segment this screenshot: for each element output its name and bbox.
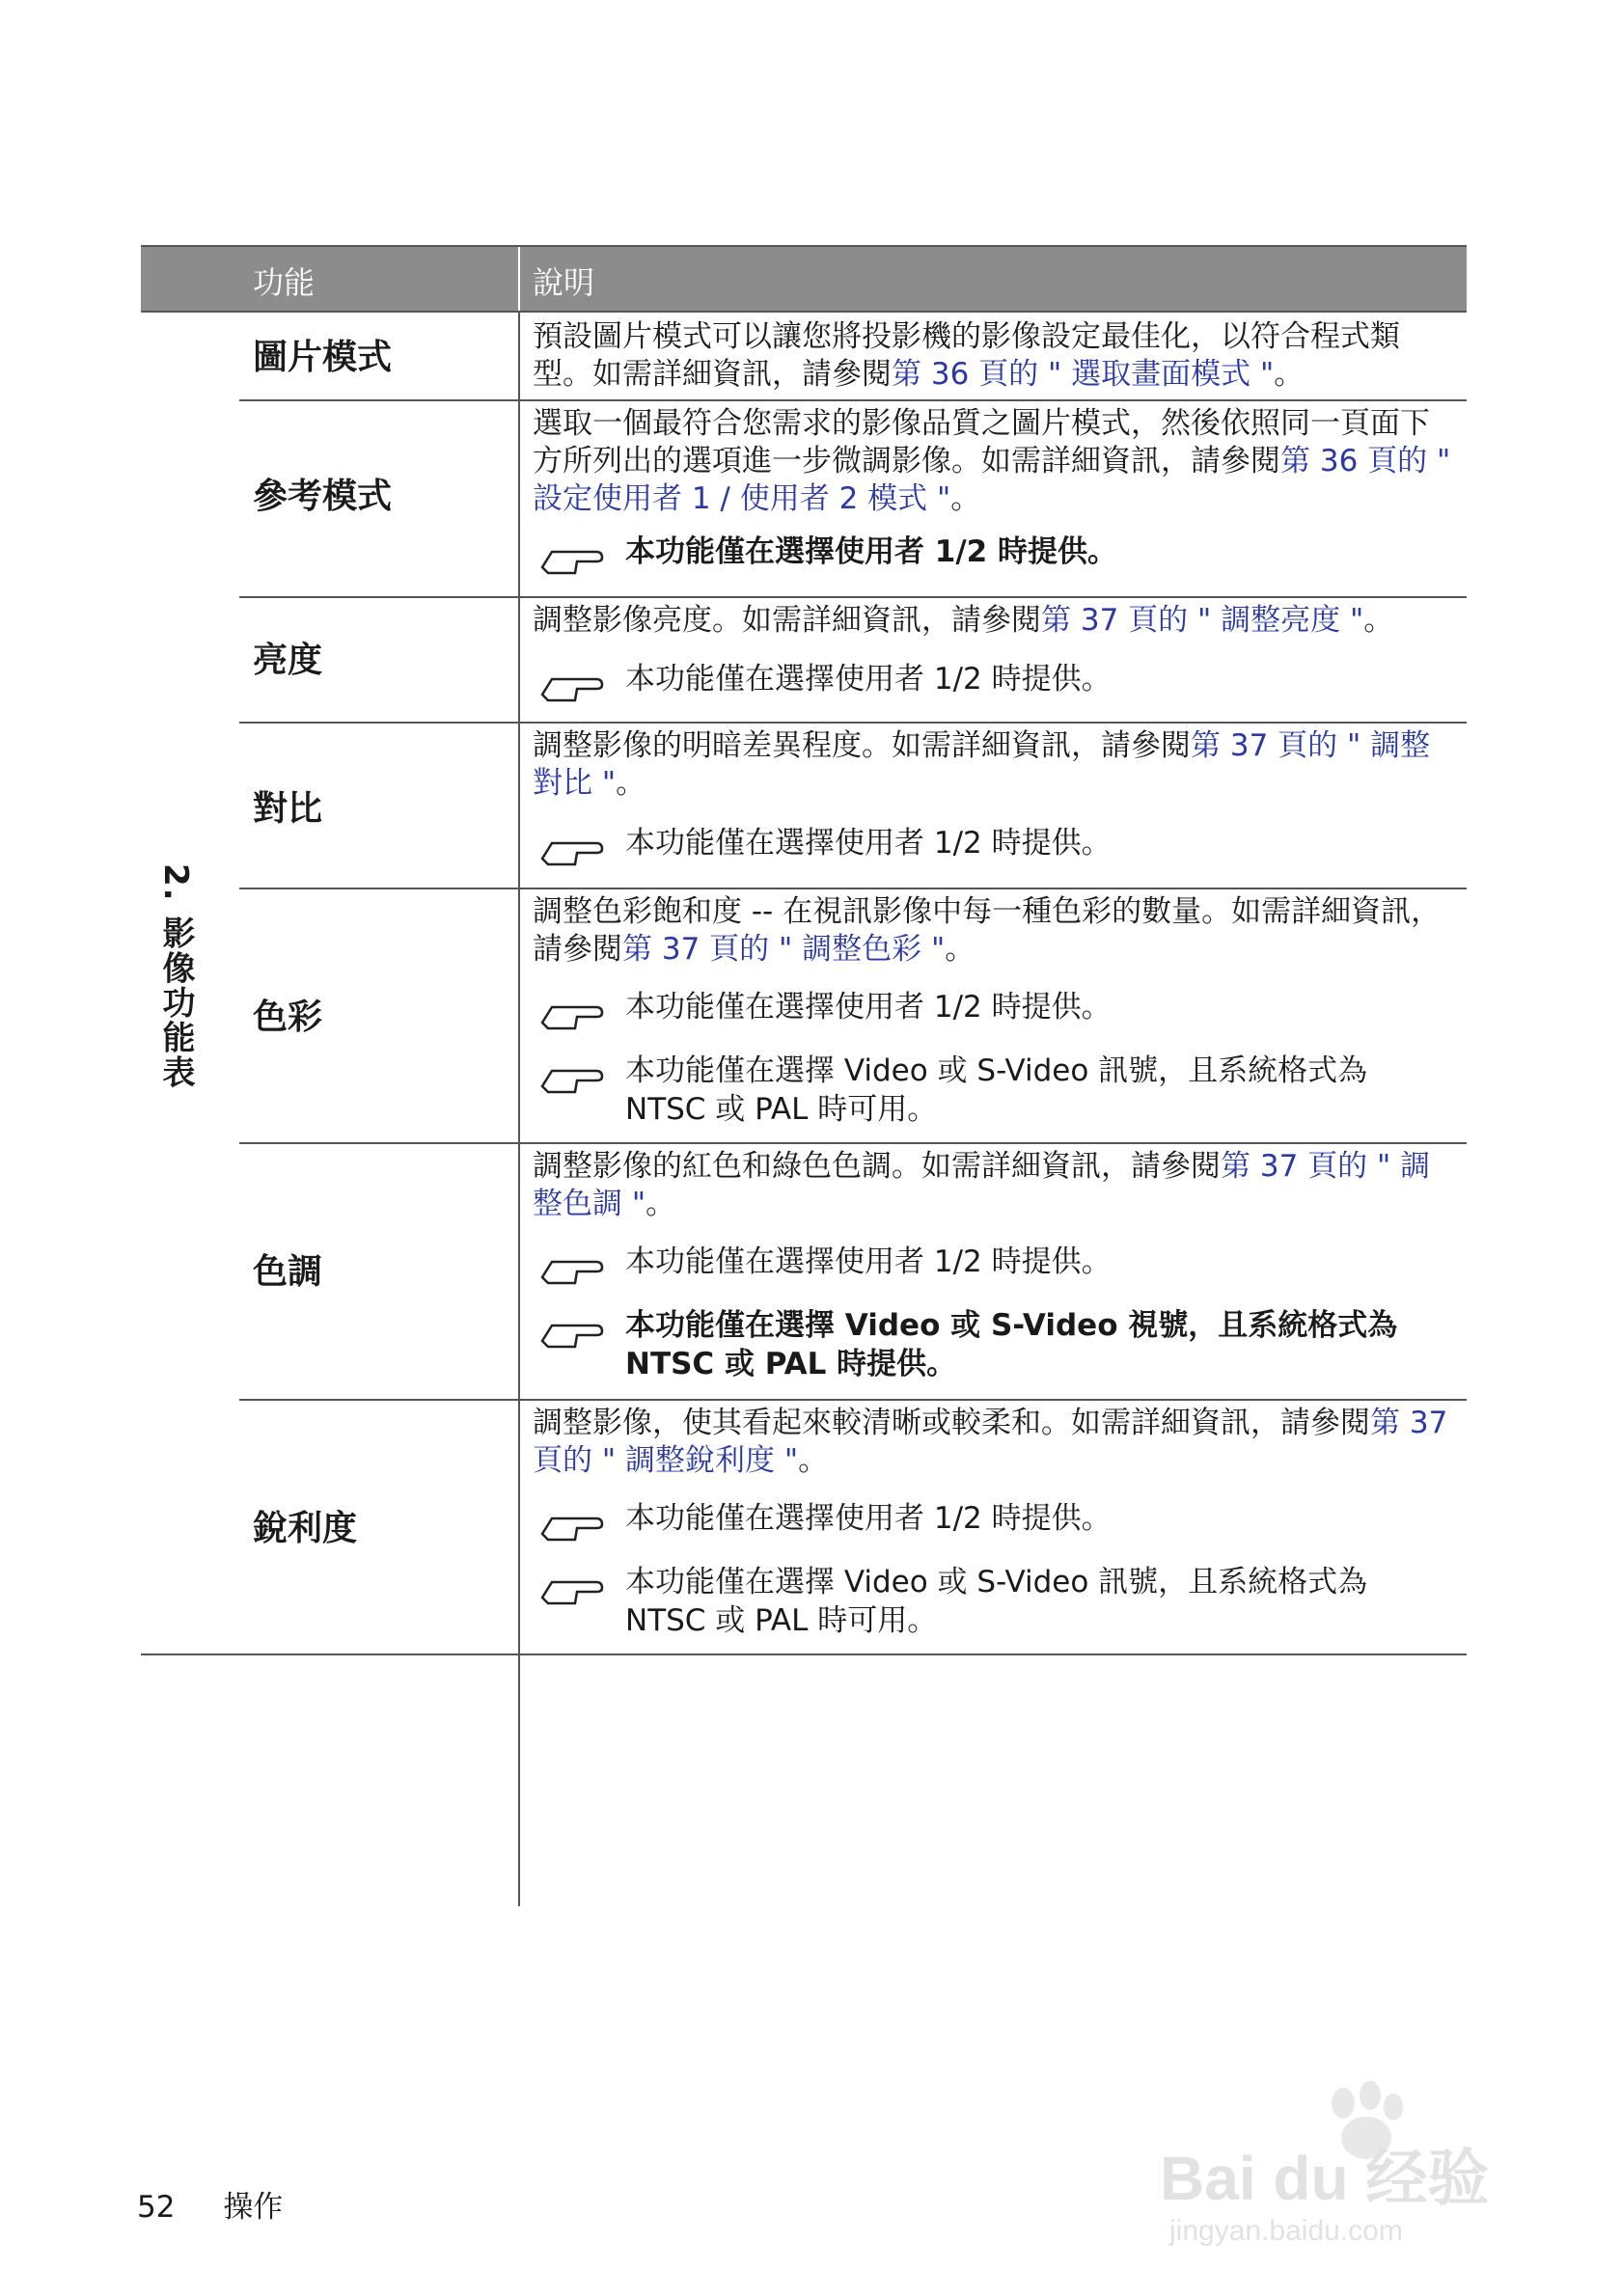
row-desc-brightness: 調整影像亮度。如需詳細資訊，請參閱第 37 頁的 " 調整亮度 "。: [533, 603, 1394, 638]
table-header: [141, 245, 1467, 313]
row-name-brightness: 亮度: [253, 641, 323, 680]
row-name-tint: 色調: [253, 1252, 323, 1292]
pointing-hand-icon: [538, 1248, 608, 1287]
baidu-paw-logo: [1150, 2074, 1555, 2248]
header-description: 說明: [533, 264, 595, 301]
footer-section: 操作: [223, 2190, 284, 2225]
pointing-hand-icon: [538, 538, 608, 577]
pointing-hand-icon: [538, 1505, 608, 1544]
row-desc-color: 調整色彩飽和度 -- 在視訊影像中每一種色彩的數量。如需詳細資訊，請參閱第 37 頁的 " 調整色彩 "。: [533, 894, 1442, 967]
row-desc-sharpness: 調整影像，使其看起來較清晰或較柔和。如需詳細資訊，請參閱第 37 頁的 " 調整銳利度 "。: [533, 1406, 1448, 1478]
pointing-hand-icon: [538, 1312, 608, 1351]
section-label: 2. 影像功能表: [156, 863, 195, 1090]
row-desc-reference-mode: 選取一個最符合您需求的影像品質之圖片模式，然後依照同一頁面下方所列出的選項進一步微調影像。如需詳細資訊，請參閱第 36 頁的 " 設定使用者 1 / 使用者 2 模式 "。: [533, 406, 1451, 516]
pointing-hand-icon: [538, 830, 608, 868]
pointing-hand-icon: [538, 994, 608, 1032]
link-picture-mode[interactable]: 第 36 頁的 " 選取畫面模式 ": [892, 357, 1275, 392]
row-name-sharpness: 銳利度: [253, 1509, 358, 1548]
row-desc-contrast: 調整影像的明暗差異程度。如需詳細資訊，請參閱第 37 頁的 " 調整對比 "。: [533, 728, 1431, 801]
row-name-reference-mode: 參考模式: [253, 477, 393, 516]
row-name-picture-mode: 圖片模式: [253, 338, 393, 377]
column-divider: [518, 313, 520, 1906]
link-user-mode[interactable]: 第 36 頁的 " 設定使用者 1 / 使用者 2 模式 ": [533, 444, 1451, 516]
table-bottom-border: [141, 1654, 1467, 1655]
page-number: 52: [137, 2190, 176, 2225]
row-divider: [239, 1142, 1467, 1144]
link-color[interactable]: 第 37 頁的 " 調整色彩 ": [622, 932, 946, 967]
row-divider: [239, 596, 1467, 598]
link-tint[interactable]: 第 37 頁的 " 調整色調 ": [533, 1149, 1431, 1221]
svg-text:jingyan.baidu.com: jingyan.baidu.com: [1169, 2215, 1403, 2247]
row-desc-picture-mode: 預設圖片模式可以讓您將投影機的影像設定最佳化，以符合程式類型。如需詳細資訊，請參閱第 36 頁的 " 選取畫面模式 "。: [533, 319, 1400, 392]
row-desc-tint: 調整影像的紅色和綠色色調。如需詳細資訊，請參閱第 37 頁的 " 調整色調 "。: [533, 1149, 1431, 1221]
svg-text:Bai du 经验: Bai du 经验: [1160, 2144, 1490, 2213]
row-divider: [239, 888, 1467, 889]
row-name-contrast: 對比: [253, 789, 323, 829]
pointing-hand-icon: [538, 666, 608, 704]
link-contrast[interactable]: 第 37 頁的 " 調整對比 ": [533, 728, 1431, 801]
link-sharpness[interactable]: 第 37 頁的 " 調整銳利度 ": [533, 1406, 1448, 1478]
page-footer: [137, 2182, 321, 2226]
row-name-color: 色彩: [253, 998, 323, 1037]
baidu-watermark: [1150, 2074, 1555, 2248]
row-divider: [239, 722, 1467, 724]
header-function: 功能: [253, 264, 316, 301]
pointing-hand-icon: [538, 1569, 608, 1607]
row-divider: [239, 399, 1467, 401]
link-brightness[interactable]: 第 37 頁的 " 調整亮度 ": [1041, 603, 1364, 638]
row-divider: [239, 1399, 1467, 1401]
pointing-hand-icon: [538, 1057, 608, 1096]
